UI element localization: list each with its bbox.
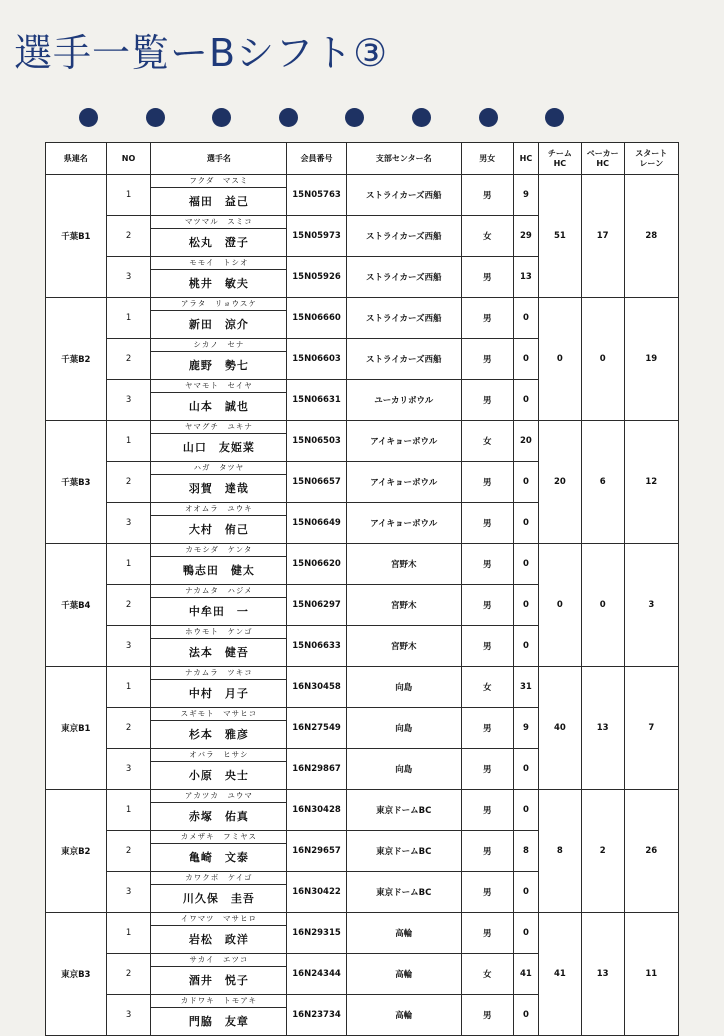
- center-name-cell: ストライカーズ西船: [346, 298, 461, 339]
- team-name-cell: 東京B2: [46, 790, 107, 913]
- baker-hc-cell: 13: [581, 667, 624, 790]
- player-kana: カワクボ ケイゴ: [151, 872, 286, 885]
- center-name-cell: 向島: [346, 749, 461, 790]
- header-center: 支部センター名: [346, 143, 461, 175]
- baker-hc-cell: 17: [581, 175, 624, 298]
- player-name-cell: [151, 462, 287, 503]
- center-name-cell: 東京ドームBC: [346, 872, 461, 913]
- player-no-cell: 2: [106, 339, 151, 380]
- gender-cell: 男: [461, 298, 513, 339]
- table-header-row: [46, 143, 679, 175]
- member-number-cell: 15N06631: [287, 380, 347, 421]
- gender-cell: 男: [461, 749, 513, 790]
- center-name-cell: 向島: [346, 667, 461, 708]
- team-hc-cell: 51: [538, 175, 581, 298]
- player-name-cell: [151, 216, 287, 257]
- gender-cell: 男: [461, 503, 513, 544]
- gender-cell: 男: [461, 585, 513, 626]
- player-no-cell: 2: [106, 708, 151, 749]
- start-lane-cell: 12: [624, 421, 678, 544]
- player-hc-cell: 0: [513, 585, 538, 626]
- dot-icon: [479, 108, 498, 127]
- center-name-cell: ストライカーズ西船: [346, 257, 461, 298]
- player-hc-cell: 13: [513, 257, 538, 298]
- player-hc-cell: 0: [513, 503, 538, 544]
- player-kanji: 亀崎 文泰: [188, 851, 249, 864]
- player-kana: アラタ リョウスケ: [151, 298, 286, 311]
- table-row: [46, 790, 679, 831]
- player-kana: カメザキ フミヤス: [151, 831, 286, 844]
- start-lane-cell: 26: [624, 790, 678, 913]
- player-hc-cell: 8: [513, 831, 538, 872]
- player-kanji: 鹿野 勢七: [188, 359, 249, 372]
- center-name-cell: アイキョーボウル: [346, 421, 461, 462]
- member-number-cell: 15N06633: [287, 626, 347, 667]
- player-hc-cell: 0: [513, 339, 538, 380]
- player-name-cell: [151, 585, 287, 626]
- member-number-cell: 16N27549: [287, 708, 347, 749]
- baker-hc-cell: 6: [581, 421, 624, 544]
- member-number-cell: 15N06649: [287, 503, 347, 544]
- header-team: 県連名: [46, 143, 107, 175]
- player-kana: カドワキ トモアキ: [151, 995, 286, 1008]
- player-no-cell: 2: [106, 462, 151, 503]
- member-number-cell: 15N06657: [287, 462, 347, 503]
- start-lane-cell: 19: [624, 298, 678, 421]
- gender-cell: 女: [461, 421, 513, 462]
- player-name-cell: [151, 790, 287, 831]
- player-hc-cell: 41: [513, 954, 538, 995]
- player-kanji: 門脇 友章: [188, 1015, 249, 1028]
- gender-cell: 男: [461, 257, 513, 298]
- player-hc-cell: 0: [513, 790, 538, 831]
- player-hc-cell: 31: [513, 667, 538, 708]
- team-hc-cell: 8: [538, 790, 581, 913]
- center-name-cell: 宮野木: [346, 626, 461, 667]
- player-no-cell: 3: [106, 626, 151, 667]
- player-kana: オバラ ヒサシ: [151, 749, 286, 762]
- team-hc-cell: 0: [538, 298, 581, 421]
- player-kanji: 山本 誠也: [188, 400, 249, 413]
- player-kanji: 羽賀 達哉: [188, 482, 249, 495]
- header-no: NO: [106, 143, 151, 175]
- player-no-cell: 3: [106, 749, 151, 790]
- player-kana: フクダ マスミ: [151, 175, 286, 188]
- player-kana: シカノ セナ: [151, 339, 286, 352]
- center-name-cell: アイキョーボウル: [346, 462, 461, 503]
- player-kana: ハガ タツヤ: [151, 462, 286, 475]
- player-no-cell: 1: [106, 298, 151, 339]
- start-lane-cell: 7: [624, 667, 678, 790]
- player-name-cell: [151, 831, 287, 872]
- baker-hc-cell: 13: [581, 913, 624, 1036]
- player-name-cell: [151, 257, 287, 298]
- gender-cell: 男: [461, 831, 513, 872]
- header-gender: 男女: [461, 143, 513, 175]
- table-row: [46, 421, 679, 462]
- gender-cell: 男: [461, 544, 513, 585]
- player-name-cell: [151, 544, 287, 585]
- player-kana: ナカムタ ハジメ: [151, 585, 286, 598]
- player-no-cell: 3: [106, 995, 151, 1036]
- player-no-cell: 3: [106, 503, 151, 544]
- start-lane-cell: 28: [624, 175, 678, 298]
- player-no-cell: 1: [106, 790, 151, 831]
- center-name-cell: ストライカーズ西船: [346, 175, 461, 216]
- center-name-cell: 高輪: [346, 913, 461, 954]
- player-name-cell: [151, 503, 287, 544]
- center-name-cell: ストライカーズ西船: [346, 216, 461, 257]
- dot-icon: [345, 108, 364, 127]
- member-number-cell: 15N06620: [287, 544, 347, 585]
- center-name-cell: 宮野木: [346, 585, 461, 626]
- dot-icon: [146, 108, 165, 127]
- center-name-cell: 宮野木: [346, 544, 461, 585]
- player-kanji: 杉本 雅彦: [188, 728, 249, 741]
- player-name-cell: [151, 380, 287, 421]
- table-row: [46, 175, 679, 216]
- member-number-cell: 15N06603: [287, 339, 347, 380]
- player-name-cell: [151, 667, 287, 708]
- player-kanji: 桃井 敏夫: [188, 277, 249, 290]
- start-lane-cell: 3: [624, 544, 678, 667]
- player-name-cell: [151, 626, 287, 667]
- player-hc-cell: 9: [513, 175, 538, 216]
- member-number-cell: 16N29867: [287, 749, 347, 790]
- gender-cell: 女: [461, 667, 513, 708]
- team-hc-cell: 0: [538, 544, 581, 667]
- player-kana: イワマツ マサヒロ: [151, 913, 286, 926]
- dot-icon: [212, 108, 231, 127]
- table-row: [46, 667, 679, 708]
- player-kanji: 福田 益己: [188, 195, 249, 208]
- team-hc-cell: 41: [538, 913, 581, 1036]
- baker-hc-cell: 0: [581, 544, 624, 667]
- player-hc-cell: 0: [513, 872, 538, 913]
- dot-icon: [279, 108, 298, 127]
- gender-cell: 男: [461, 626, 513, 667]
- player-hc-cell: 20: [513, 421, 538, 462]
- header-hc: HC: [513, 143, 538, 175]
- player-hc-cell: 0: [513, 913, 538, 954]
- player-kana: サカイ エツコ: [151, 954, 286, 967]
- player-kanji: 川久保 圭吾: [182, 892, 255, 905]
- player-hc-cell: 0: [513, 380, 538, 421]
- player-no-cell: 1: [106, 667, 151, 708]
- player-no-cell: 2: [106, 585, 151, 626]
- player-no-cell: 2: [106, 216, 151, 257]
- player-no-cell: 3: [106, 257, 151, 298]
- player-hc-cell: 0: [513, 544, 538, 585]
- gender-cell: 男: [461, 708, 513, 749]
- center-name-cell: アイキョーボウル: [346, 503, 461, 544]
- header-start-lane: スタート レーン: [624, 143, 678, 175]
- member-number-cell: 16N30428: [287, 790, 347, 831]
- member-number-cell: 16N29315: [287, 913, 347, 954]
- player-no-cell: 1: [106, 544, 151, 585]
- team-name-cell: 東京B1: [46, 667, 107, 790]
- gender-cell: 女: [461, 954, 513, 995]
- player-kana: ヤマグチ ユキナ: [151, 421, 286, 434]
- member-number-cell: 15N06503: [287, 421, 347, 462]
- player-kanji: 新田 涼介: [188, 318, 249, 331]
- gender-cell: 男: [461, 790, 513, 831]
- member-number-cell: 15N05973: [287, 216, 347, 257]
- team-name-cell: 千葉B2: [46, 298, 107, 421]
- player-no-cell: 2: [106, 954, 151, 995]
- team-name-cell: 千葉B1: [46, 175, 107, 298]
- player-kanji: 山口 友姫菜: [182, 441, 255, 454]
- member-number-cell: 16N30422: [287, 872, 347, 913]
- member-number-cell: 16N29657: [287, 831, 347, 872]
- player-name-cell: [151, 708, 287, 749]
- player-hc-cell: 0: [513, 626, 538, 667]
- dot-icon: [545, 108, 564, 127]
- player-no-cell: 3: [106, 872, 151, 913]
- player-hc-cell: 0: [513, 995, 538, 1036]
- player-name-cell: [151, 175, 287, 216]
- player-hc-cell: 0: [513, 298, 538, 339]
- player-name-cell: [151, 872, 287, 913]
- team-hc-cell: 20: [538, 421, 581, 544]
- dot-icon: [79, 108, 98, 127]
- player-kana: ナカムラ ツキコ: [151, 667, 286, 680]
- player-name-cell: [151, 913, 287, 954]
- table-row: [46, 913, 679, 954]
- player-hc-cell: 9: [513, 708, 538, 749]
- player-hc-cell: 0: [513, 462, 538, 503]
- member-number-cell: 16N24344: [287, 954, 347, 995]
- player-kanji: 鴨志田 健太: [182, 564, 255, 577]
- center-name-cell: 高輪: [346, 954, 461, 995]
- gender-cell: 男: [461, 380, 513, 421]
- player-kana: ヤマモト セイヤ: [151, 380, 286, 393]
- team-hc-cell: 40: [538, 667, 581, 790]
- player-kanji: 酒井 悦子: [188, 974, 249, 987]
- player-kanji: 中牟田 一: [188, 605, 249, 618]
- table-body: [46, 175, 679, 1036]
- player-kana: スギモト マサヒコ: [151, 708, 286, 721]
- table-row: [46, 298, 679, 339]
- player-name-cell: [151, 995, 287, 1036]
- header-team-hc: チーム HC: [538, 143, 581, 175]
- center-name-cell: 東京ドームBC: [346, 831, 461, 872]
- start-lane-cell: 11: [624, 913, 678, 1036]
- player-roster-table: [45, 142, 679, 1036]
- player-kana: モモイ トシオ: [151, 257, 286, 270]
- player-kanji: 松丸 澄子: [188, 236, 249, 249]
- player-kana: マツマル スミコ: [151, 216, 286, 229]
- member-number-cell: 16N30458: [287, 667, 347, 708]
- baker-hc-cell: 0: [581, 298, 624, 421]
- player-kanji: 中村 月子: [188, 687, 249, 700]
- gender-cell: 男: [461, 995, 513, 1036]
- center-name-cell: 高輪: [346, 995, 461, 1036]
- member-number-cell: 15N06660: [287, 298, 347, 339]
- player-hc-cell: 29: [513, 216, 538, 257]
- page-title: 選手一覧ーBシフト③: [14, 31, 389, 75]
- gender-cell: 男: [461, 872, 513, 913]
- player-no-cell: 1: [106, 913, 151, 954]
- dot-icon: [412, 108, 431, 127]
- center-name-cell: ユーカリボウル: [346, 380, 461, 421]
- member-number-cell: 15N05926: [287, 257, 347, 298]
- player-kanji: 小原 央士: [188, 769, 249, 782]
- header-baker-hc: ベーカー HC: [581, 143, 624, 175]
- player-name-cell: [151, 298, 287, 339]
- center-name-cell: 向島: [346, 708, 461, 749]
- team-name-cell: 東京B3: [46, 913, 107, 1036]
- player-name-cell: [151, 339, 287, 380]
- player-no-cell: 3: [106, 380, 151, 421]
- player-kana: カモシダ ケンタ: [151, 544, 286, 557]
- player-name-cell: [151, 749, 287, 790]
- player-kanji: 大村 侑己: [188, 523, 249, 536]
- team-name-cell: 千葉B3: [46, 421, 107, 544]
- player-name-cell: [151, 954, 287, 995]
- gender-cell: 男: [461, 339, 513, 380]
- player-kana: オオムラ ユウキ: [151, 503, 286, 516]
- player-kana: ホウモト ケンゴ: [151, 626, 286, 639]
- player-kanji: 赤塚 佑真: [188, 810, 249, 823]
- table-row: [46, 544, 679, 585]
- gender-cell: 男: [461, 913, 513, 954]
- baker-hc-cell: 2: [581, 790, 624, 913]
- team-name-cell: 千葉B4: [46, 544, 107, 667]
- header-name: 選手名: [151, 143, 287, 175]
- player-kanji: 法本 健吾: [188, 646, 249, 659]
- player-no-cell: 2: [106, 831, 151, 872]
- center-name-cell: 東京ドームBC: [346, 790, 461, 831]
- member-number-cell: 15N06297: [287, 585, 347, 626]
- gender-cell: 男: [461, 462, 513, 503]
- player-no-cell: 1: [106, 175, 151, 216]
- player-no-cell: 1: [106, 421, 151, 462]
- member-number-cell: 16N23734: [287, 995, 347, 1036]
- member-number-cell: 15N05763: [287, 175, 347, 216]
- gender-cell: 男: [461, 175, 513, 216]
- header-member: 会員番号: [287, 143, 347, 175]
- center-name-cell: ストライカーズ西船: [346, 339, 461, 380]
- player-hc-cell: 0: [513, 749, 538, 790]
- player-kanji: 岩松 政洋: [188, 933, 249, 946]
- gender-cell: 女: [461, 216, 513, 257]
- player-name-cell: [151, 421, 287, 462]
- player-kana: アカツカ ユウマ: [151, 790, 286, 803]
